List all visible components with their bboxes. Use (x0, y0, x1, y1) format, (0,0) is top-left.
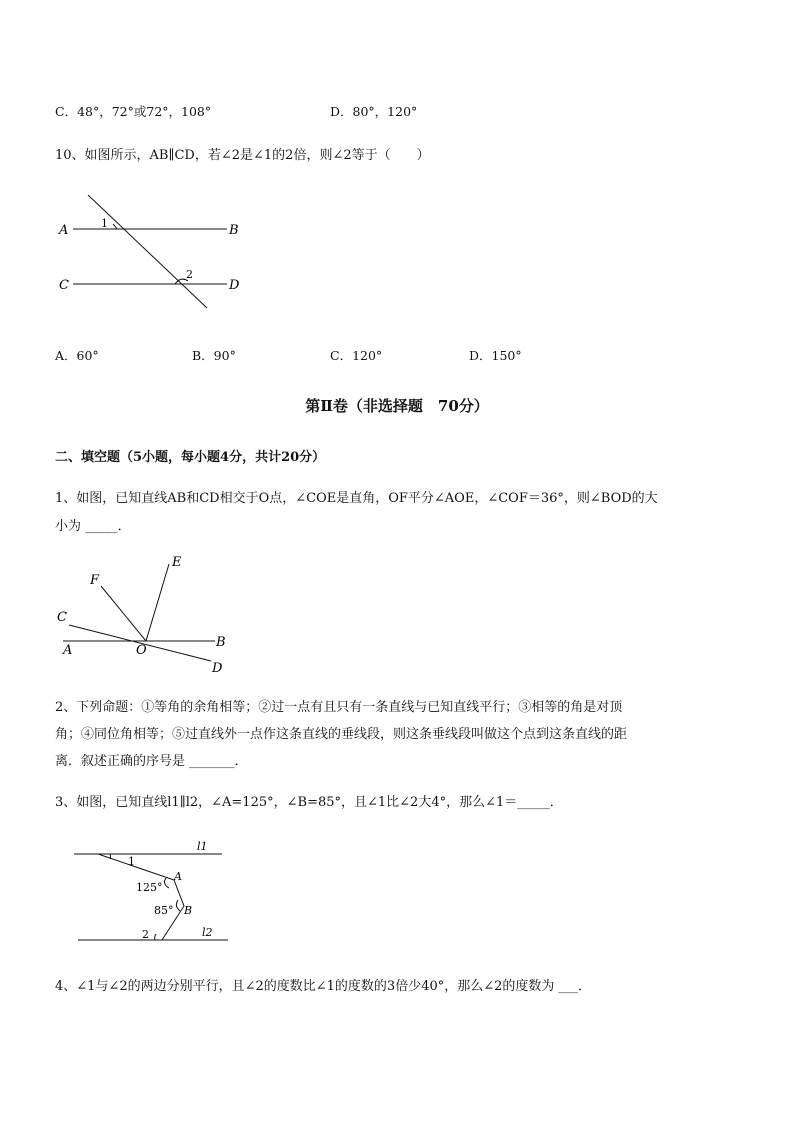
q10-option-a: A．60° (55, 348, 99, 363)
f1-line-2: 小为 _____． (55, 519, 131, 534)
q10-figure (55, 190, 255, 315)
f1-line-1: 1、如图，已知直线AB和CD相交于O点，∠COE是直角，OF平分∠AOE，∠COF＝36°，则∠BOD的大 (55, 491, 658, 506)
angle-b-arc (176, 900, 180, 911)
label-angle-b: 85° (154, 904, 174, 917)
angle-1-arc (110, 854, 111, 859)
ray-of (101, 586, 146, 641)
label-b: B (229, 223, 239, 238)
label-a: A (63, 643, 73, 658)
label-angle-1: 1 (101, 217, 108, 230)
ray-oe (146, 564, 169, 641)
q10-option-c: C．120° (330, 348, 383, 363)
label-f: F (90, 573, 100, 588)
label-a: A (174, 870, 182, 883)
label-angle-1: 1 (128, 855, 135, 868)
angle-2-arc (155, 934, 156, 940)
label-l2: l2 (202, 926, 213, 939)
q10-option-d: D．150° (469, 348, 522, 363)
label-e: E (172, 555, 182, 570)
f2-line-3: 离．叙述正确的序号是 _______． (55, 754, 248, 769)
label-angle-2: 2 (186, 268, 193, 281)
f1-figure (55, 550, 245, 675)
q9-option-c: C．48°，72°或72°，108° (55, 104, 212, 119)
label-d: D (229, 278, 240, 293)
q10-stem: 10、如图所示，AB∥CD，若∠2是∠1的2倍，则∠2等于（ ） (55, 148, 430, 163)
angle-1-arc (113, 224, 117, 229)
angle-a-arc (165, 878, 169, 888)
label-c: C (57, 610, 67, 625)
label-l1: l1 (197, 840, 208, 853)
transversal (88, 195, 207, 308)
label-c: C (59, 278, 69, 293)
zigzag (98, 854, 184, 940)
label-a: A (59, 223, 69, 238)
label-angle-a: 125° (136, 881, 163, 894)
f2-line-2: 角；④同位角相等；⑤过直线外一点作这条直线的垂线段，则这条垂线段叫做这个点到这条直线的距 (55, 727, 628, 742)
f3-line-1: 3、如图，已知直线l1∥l2，∠A=125°，∠B=85°，且∠1比∠2大4°，那么∠1＝_____． (55, 795, 563, 810)
part2-title: 第Ⅱ卷（非选择题 70分） (305, 397, 489, 415)
label-b: B (216, 635, 226, 650)
section-heading: 二、填空题（5小题，每小题4分，共计20分） (55, 450, 326, 465)
q9-option-d: D．80°，120° (330, 104, 418, 119)
f3-figure (70, 838, 240, 948)
q10-option-b: B．90° (192, 348, 236, 363)
label-o: O (136, 643, 147, 658)
label-angle-2: 2 (142, 928, 149, 941)
f4-line-1: 4、∠1与∠2的两边分别平行，且∠2的度数比∠1的度数的3倍少40°，那么∠2的度数为 ___． (55, 979, 592, 994)
label-b: B (184, 904, 193, 917)
f2-line-1: 2、下列命题：①等角的余角相等；②过一点有且只有一条直线与已知直线平行；③相等的角是对顶 (55, 700, 623, 715)
label-d: D (212, 661, 223, 676)
